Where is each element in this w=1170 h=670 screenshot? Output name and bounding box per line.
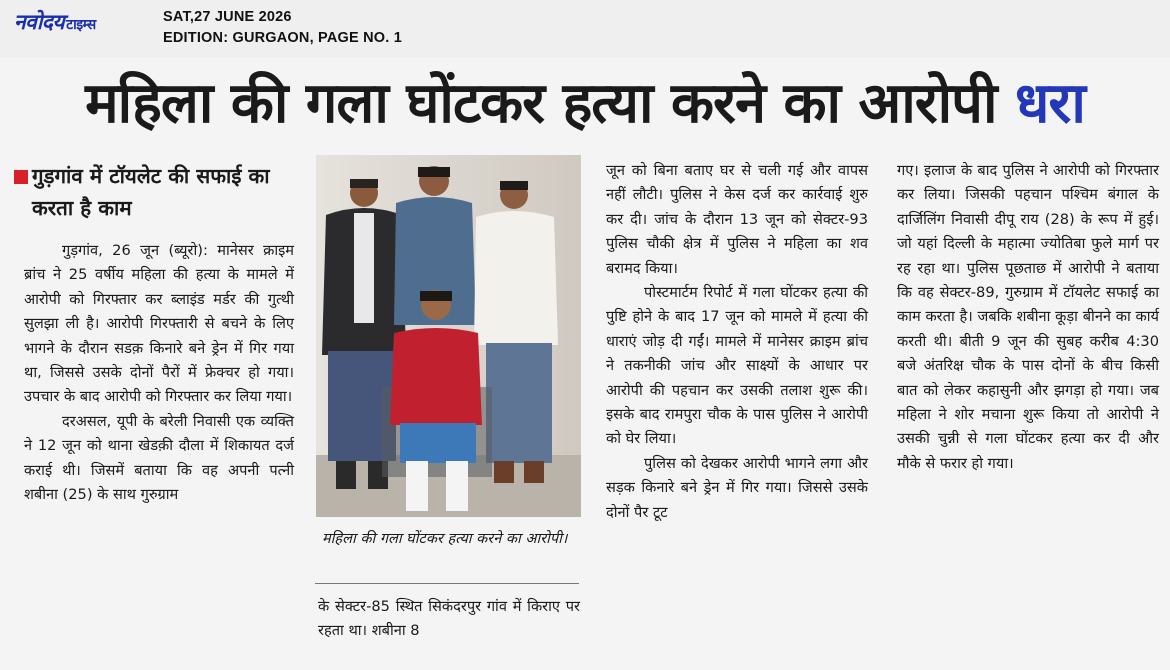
paragraph: पुलिस को देखकर आरोपी भागने लगा और सड़क किनारे बने ड्रेन में गिर गया। जिससे उसके दोनों पैर टूट — [606, 454, 868, 521]
edition-info: EDITION: GURGAON, PAGE NO. 1 — [163, 30, 402, 46]
logo-text: नवोदय — [14, 10, 65, 34]
paragraph: पोस्टमार्टम रिपोर्ट में गला घोंटकर हत्या की पुष्टि होने के बाद 17 जून को मामले में हत्या की धाराएं जोड़ दी गईं। मामले में मानेसर क्राइम ब्रांच ने तकनीकी जांच और साक्ष्यों के आधार पर आरोपी की पहचान कर उसकी तलाश शुरू की। इसके बाद रामपुरा चौक के पास पुलिस ने आरोपी को घेर लिया। — [606, 284, 868, 448]
masthead-bar — [0, 0, 1170, 58]
article-column-4 — [897, 159, 1159, 476]
article-column-2-continued: के सेक्टर-85 स्थित सिकंदरपुर गांव में किराए पर रहता था। शबीना 8 — [318, 598, 580, 640]
issue-date: SAT,27 JUNE 2026 — [163, 9, 292, 25]
article-headline — [0, 64, 1170, 144]
photo-caption: महिला की गला घोंटकर हत्या करने का आरोपी। — [322, 531, 568, 547]
paragraph: जून को बिना बताए घर से चली गई और वापस नहीं लौटी। पुलिस ने केस दर्ज कर कार्रवाई शुरु कर दी। जांच के दौरान 13 जून को सेक्टर-93 पुलिस चौकी क्षेत्र में पुलिस ने महिला का शव बरामद किया। — [606, 162, 868, 277]
police-with-accused-photo — [316, 155, 581, 517]
paragraph: गए। इलाज के बाद पुलिस ने आरोपी को गिरफ्तार कर लिया। जिसकी पहचान पश्चिम बंगाल के दार्जिलिंग निवासी दीपू राय (28) के रूप में हुई। जो यहां दिल्ली के महात्मा ज्योतिबा फुले मार्ग पर रह रहा था। पुलिस पूछताछ में आरोपी ने बताया कि वह सेक्टर-89, गुरुग्राम में टॉयलेट सफाई का काम करता है। जबकि शबीना कूड़ा बीनने का कार्य करती थी। बीती 9 जून की सुबह करीब 4:30 बजे अंतरिक्ष चौक के पास दोनों के बीच किसी बात को लेकर कहासुनी और झगड़ा हो गया। जब महिला ने शोर मचाना शुरू किया तो आरोपी ने उसकी चुन्नी से गला घोंटकर हत्या कर दी और मौके से फरार हो गया। — [897, 162, 1159, 472]
article-column-3 — [606, 159, 868, 525]
newspaper-logo[interactable] — [14, 8, 96, 36]
article-column-1 — [24, 239, 294, 507]
logo-subtext: टाइम्स — [66, 17, 96, 33]
column-divider — [315, 583, 579, 584]
paragraph: गुड़गांव, 26 जून (ब्यूरो): मानेसर क्राइम ब्रांच ने 25 वर्षीय महिला की हत्या के मामले में आरोपी को गिरफ्तार कर ब्लाइंड मर्डर की गुत्थी सुलझा ली है। आरोपी गिरफ्तारी से बचने के लिए भागने के दौरान सडक़ किनारे बने ड्रेन में गिर गया था, जिससे उसके दोनों पैरों में फ्रेक्चर हो गया। उपचार के बाद आरोपी को गिरफ्तार कर लिया गया। — [24, 242, 294, 406]
subhead-bullet — [14, 170, 28, 184]
article-photo — [316, 155, 581, 517]
headline-highlight: धरा — [1014, 71, 1085, 136]
paragraph: दरअसल, यूपी के बरेली निवासी एक व्यक्ति ने 12 जून को थाना खेडक़ी दौला में शिकायत दर्ज कराई थी। जिसमें बताया कि वह अपनी पत्नी शबीना (25) के साथ गुरुग्राम — [24, 412, 294, 504]
article-subhead: गुड़गांव में टॉयलेट की सफाई का करता है काम — [32, 164, 270, 220]
headline-main: महिला की गला घोंटकर हत्या करने का आरोपी — [85, 71, 1015, 136]
